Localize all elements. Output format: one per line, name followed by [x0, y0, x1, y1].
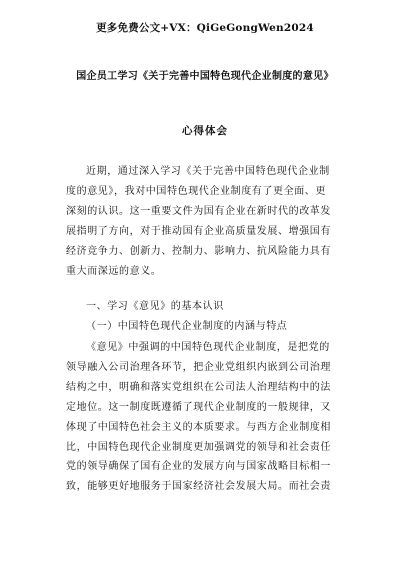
paragraph-line: 党的领导确保了国有企业的发展方向与国家战略目标相一 — [66, 461, 331, 473]
paragraph-line: 致，能够更好地服务于国家经济社会发展大局。而社会责 — [66, 481, 331, 493]
document-subtitle: 心得体会 — [182, 125, 228, 137]
paragraph-line: 定地位。这一制度既遵循了现代企业制度的一般规律，又 — [66, 401, 331, 413]
paragraph-line: 重大而深远的意义。 — [66, 265, 162, 277]
paragraph-line: 展指明了方向，对于推动国有企业高质量发展、增强国有 — [66, 225, 331, 237]
paragraph-line: 比，中国特色现代企业制度更加强调党的领导和社会责任 — [66, 441, 331, 453]
paragraph-body — [66, 338, 350, 497]
header-note: 更多免费公文+VX：QiGeGongWen2024 — [96, 22, 314, 34]
section-heading: 一、学习《意见》的基本认识 — [86, 301, 224, 312]
paragraph-line: 《意见》中强调的中国特色现代企业制度，是把党的 — [86, 342, 330, 353]
subsection-heading: （一）中国特色现代企业制度的内涵与特点 — [86, 321, 288, 332]
paragraph-line: 结构之中，明确和落实党组织在公司法人治理结构中的法 — [66, 381, 331, 393]
paragraph-line: 度的意见》，我对中国特色现代企业制度有了更全面、更 — [66, 185, 326, 197]
document-title: 国企员工学习《关于完善中国特色现代企业制度的意见》 — [76, 71, 334, 82]
paragraph-line: 体现了中国特色社会主义的本质要求。与西方企业制度相 — [66, 421, 331, 433]
paragraph-line: 领导融入公司治理各环节，把企业党组织内嵌到公司治理 — [66, 361, 331, 373]
paragraph-line: 深刻的认识。这一重要文件为国有企业在新时代的改革发 — [66, 205, 331, 217]
paragraph-line: 近期，通过深入学习《关于完善中国特色现代企业制 — [86, 166, 330, 177]
paragraph-line: 经济竞争力、创新力、控制力、影响力、抗风险能力具有 — [66, 245, 331, 257]
paragraph-intro — [66, 162, 350, 281]
